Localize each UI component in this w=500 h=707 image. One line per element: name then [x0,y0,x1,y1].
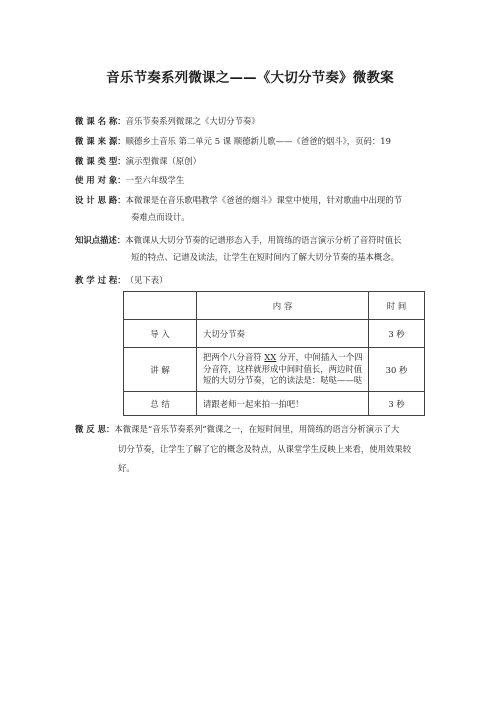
field-type [75,156,201,167]
row-content: 请跟老师一起来拍一拍吧！ [197,392,369,416]
row-stage: 讲 解 [124,348,197,392]
field-process [75,275,168,286]
field-source-value: 顺德乡土音乐 第二单元 5 课 顺德新儿歌——《爸爸的烟斗》，页码：19 [125,136,391,146]
field-source-label: 微 课 来 源： [75,136,126,146]
header-empty-cell [124,292,197,320]
row-content-line1-pre: 把两个八分音符 [203,352,265,363]
table-header-row [124,292,425,320]
field-audience-label: 使 用 对 象： [75,175,126,185]
field-audience [75,175,184,186]
header-content: 内 容 [197,292,369,320]
row-time: 3 秒 [369,392,425,416]
table-row [124,320,425,348]
field-knowledge-label: 知识点描述： [75,235,126,245]
field-design-line1: 本微课是在音乐歌唱教学《爸爸的烟斗》课堂中使用，针对歌曲中出现的节 [125,195,402,205]
document-title: 音乐节奏系列微课之——《大切分节奏》微教案 [106,70,394,86]
field-process-label: 教 学 过 程： [75,275,126,285]
field-process-value: （见下表） [125,275,168,285]
process-table [123,291,425,416]
row-time: 30 秒 [369,348,425,392]
field-type-value: 演示型微课（原创） [125,156,201,166]
field-design [75,195,402,206]
field-knowledge-line1: 本微课从大切分节奏的记谱形态入手，用简练的语言演示分析了音符时值长 [125,235,402,245]
row-content: 大切分节奏 [197,320,369,348]
row-time: 3 秒 [369,320,425,348]
rhythm-notation: XX [264,352,277,363]
table-row [124,392,425,416]
reflection-line3: 好。 [118,463,135,473]
reflection [75,424,399,435]
row-stage: 总 结 [124,392,197,416]
header-time: 时 间 [369,292,425,320]
reflection-line2: 切分节奏，让学生了解了它的概念及特点，从课堂学生反映上来看，使用效果较 [118,444,412,454]
reflection-line1: 本微课是“音乐节奏系列”微课之一，在短时间里，用简练的语言分析演示了大 [114,424,400,434]
field-knowledge-line2: 短的特点、记谱及读法，让学生在短时间内了解大切分节奏的基本概念。 [131,252,399,262]
row-content-line3: 短的大切分节奏，它的读法是：哒哒——哒 [203,375,363,386]
row-content-line1 [203,352,368,364]
field-name [75,116,260,127]
row-content-line1-post: 分开，中间插入一个四 [276,352,363,363]
field-knowledge [75,235,402,246]
row-content [197,348,369,392]
row-stage: 导 入 [124,320,197,348]
field-audience-value: 一至六年级学生 [125,175,185,185]
field-type-label: 微 课 类 型： [75,156,126,166]
reflection-label: 微 反 思： [75,424,115,434]
field-name-label: 微 课 名 称： [75,116,126,126]
field-design-label: 设 计 思 路： [75,195,126,205]
field-name-value: 音乐节奏系列微课之《大切分节奏》 [125,116,260,126]
row-content-line2: 分音符，这样就形成中间时值长，两边时值 [203,363,363,374]
table-row [124,348,425,392]
field-source [75,136,391,147]
field-design-line2: 奏难点而设计。 [131,212,190,222]
